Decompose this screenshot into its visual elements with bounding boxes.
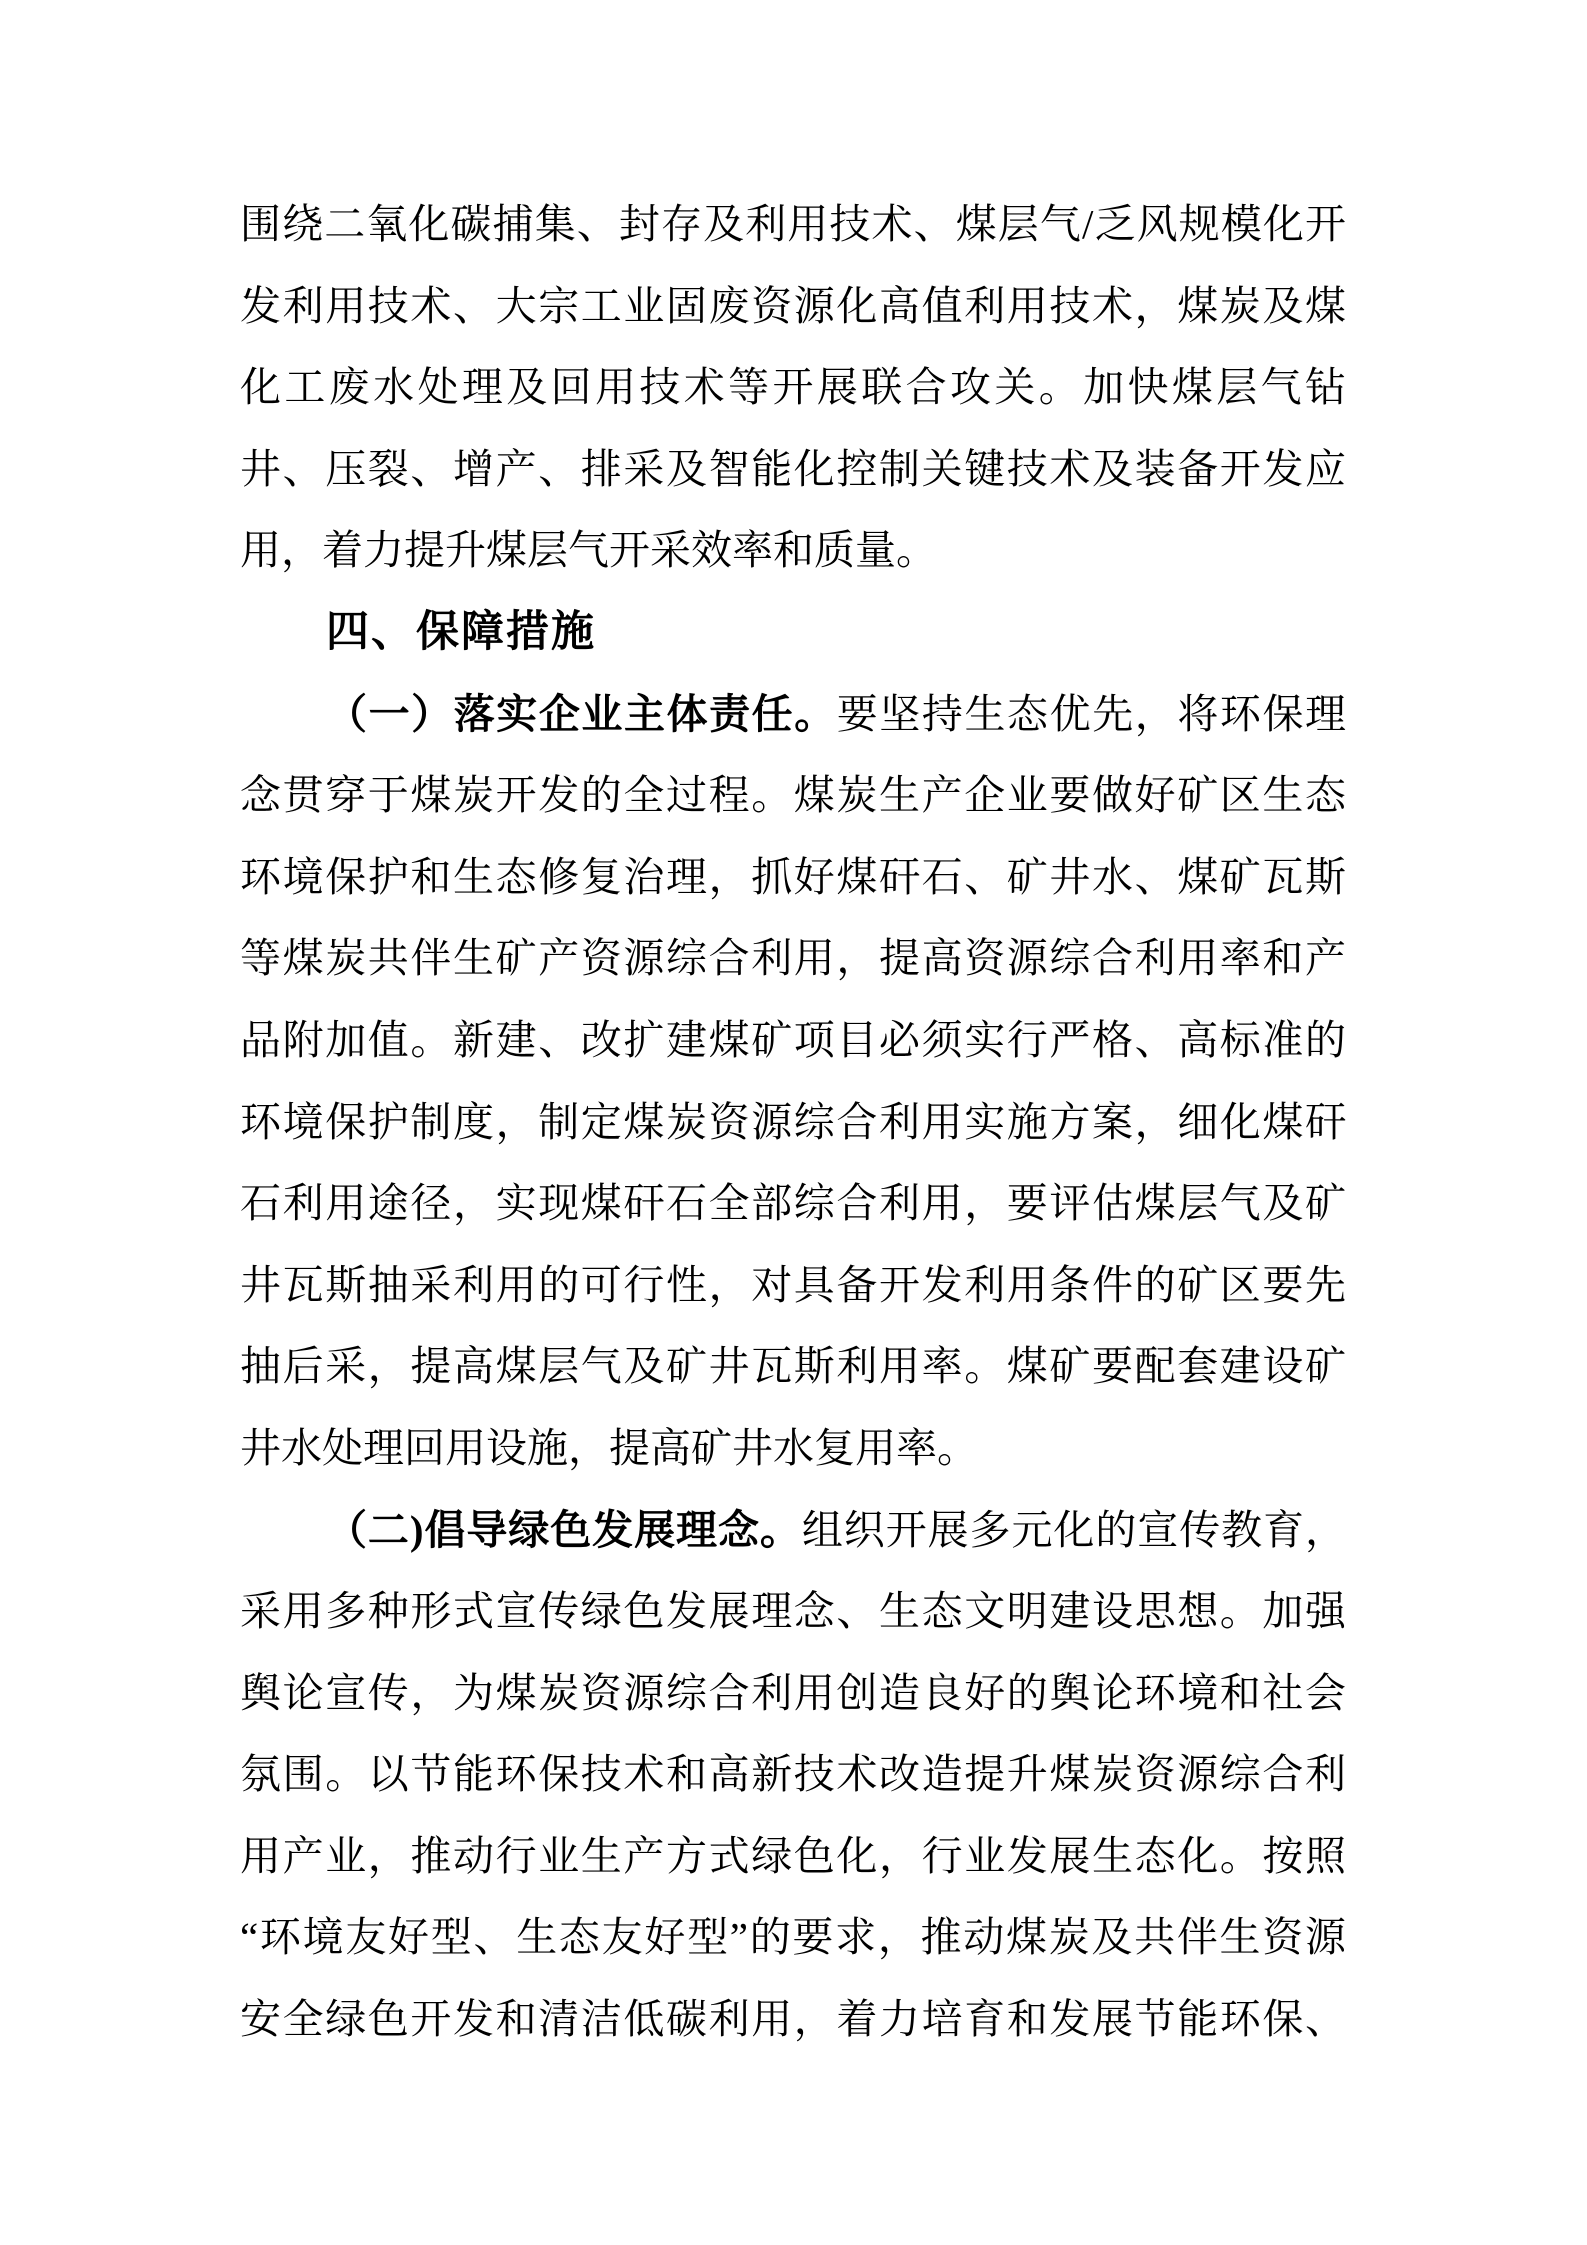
text-line: [240, 674, 1346, 756]
text-line: 围绕二氧化碳捕集、封存及利用技术、煤层气/乏风规模化开: [240, 201, 1346, 247]
paragraph-text: 组织开展多元化的宣传教育，: [801, 1506, 1346, 1553]
paragraph-lead: （二)倡导绿色发展理念。: [326, 1506, 802, 1553]
text-line: 采用多种形式宣传绿色发展理念、生态文明建设思想。加强: [240, 1588, 1346, 1635]
text-line: 用产业，推动行业生产方式绿色化，行业发展生态化。按照: [240, 1832, 1346, 1879]
text-line: 念贯穿于煤炭开发的全过程。煤炭生产企业要做好矿区生态: [240, 772, 1346, 819]
section-heading: 四、保障措施: [326, 607, 596, 656]
text-line: 井、压裂、增产、排采及智能化控制关键技术及装备开发应: [240, 445, 1346, 492]
text-line: 发利用技术、大宗工业固废资源化高值利用技术，煤炭及煤: [240, 282, 1346, 329]
text-line: 抽后采，提高煤层气及矿井瓦斯利用率。煤矿要配套建设矿: [240, 1343, 1346, 1390]
text-line: 安全绿色开发和清洁低碳利用，着力培育和发展节能环保、: [240, 1996, 1346, 2043]
text-line: 舆论宣传，为煤炭资源综合利用创造良好的舆论环境和社会: [240, 1669, 1346, 1716]
text-line: 环境保护制度，制定煤炭资源综合利用实施方案，细化煤矸: [240, 1098, 1346, 1145]
text-line: [240, 1490, 1346, 1572]
text-line: 环境保护和生态修复治理，抓好煤矸石、矿井水、煤矿瓦斯: [240, 853, 1346, 900]
paragraph-lead: （一）落实企业主体责任。: [326, 690, 837, 737]
text-line: 石利用途径，实现煤矸石全部综合利用，要评估煤层气及矿: [240, 1180, 1346, 1227]
text-line: 等煤炭共伴生矿产资源综合利用，提高资源综合利用率和产: [240, 935, 1346, 982]
document-content: [240, 184, 1346, 2061]
text-line: 化工废水处理及回用技术等开展联合攻关。加快煤层气钻: [240, 364, 1346, 411]
text-line: 品附加值。新建、改扩建煤矿项目必须实行严格、高标准的: [240, 1016, 1346, 1063]
text-line: “环境友好型、生态友好型”的要求，推动煤炭及共伴生资源: [240, 1914, 1346, 1961]
paragraph-text: 要坚持生态优先，将环保理: [836, 690, 1347, 737]
text-line: 井瓦斯抽采利用的可行性，对具备开发利用条件的矿区要先: [240, 1261, 1346, 1308]
text-line: 井水处理回用设施，提高矿井水复用率。: [240, 1424, 978, 1471]
text-line: 用，着力提升煤层气开采效率和质量。: [240, 527, 937, 574]
text-line: 氛围。以节能环保技术和高新技术改造提升煤炭资源综合利: [240, 1751, 1346, 1798]
